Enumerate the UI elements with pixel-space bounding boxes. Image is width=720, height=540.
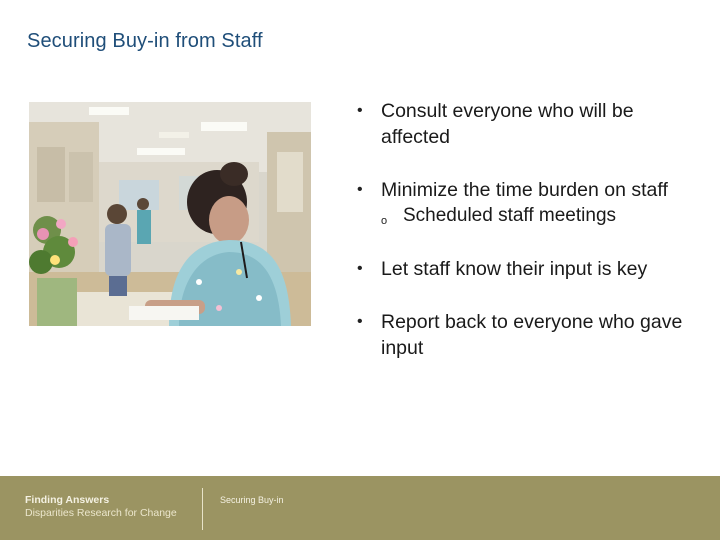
footer-divider [202, 488, 203, 530]
bullet-text: Minimize the time burden on staff [381, 179, 668, 201]
org-name: Finding Answers [25, 494, 110, 506]
bullet-dot-icon: • [357, 260, 363, 277]
sub-bullet-circle-icon: o [381, 215, 388, 227]
bullet-item [357, 177, 697, 229]
footer-bar [0, 476, 720, 540]
org-block [25, 494, 177, 520]
bullet-dot-icon: • [357, 181, 363, 198]
footer-section-label: Securing Buy-in [220, 495, 284, 505]
bullet-item [357, 98, 697, 150]
sub-bullet-list [381, 203, 697, 229]
bullet-item [357, 256, 697, 282]
slide-title: Securing Buy-in from Staff [27, 30, 263, 52]
nurse-station-photo [29, 102, 311, 326]
bullet-item [357, 309, 697, 361]
sub-bullet-text: Scheduled staff meetings [403, 205, 617, 226]
bullet-text: Consult everyone who will be affected [381, 100, 634, 148]
sub-bullet-item [381, 203, 697, 229]
bullet-text: Report back to everyone who gave input [381, 311, 683, 359]
bullet-dot-icon: • [357, 313, 363, 330]
bullet-text: Let staff know their input is key [381, 258, 648, 280]
bullet-list [357, 98, 697, 388]
org-tagline: Disparities Research for Change [25, 507, 177, 519]
bullet-dot-icon: • [357, 102, 363, 119]
